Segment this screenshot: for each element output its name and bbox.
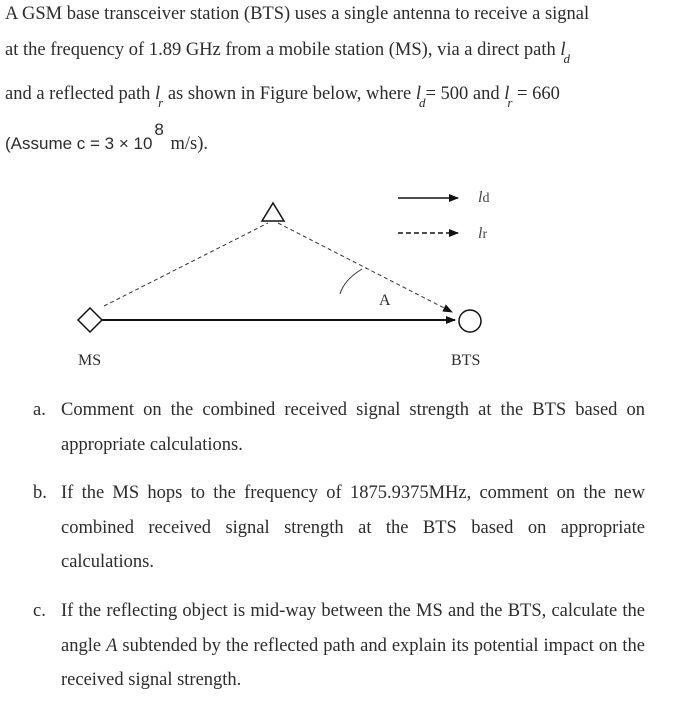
exponent: 8 (154, 120, 164, 139)
ms-label: MS (78, 352, 102, 369)
reflected-path-value: = 660 (512, 84, 560, 104)
question-c (33, 594, 645, 698)
intro-text-3b: as shown in Figure below, where (163, 84, 416, 104)
ms-diamond-icon (78, 308, 102, 332)
legend-reflected-l: l (478, 225, 483, 242)
question-c-text-b: subtended by the reflected path and explain its potential impact on the received signal strength. (61, 635, 645, 690)
reflected-path-incident (104, 223, 268, 306)
assumption-unit: m/s). (165, 134, 209, 154)
intro-line-3 (5, 84, 560, 110)
angle-arc (340, 269, 362, 294)
intro-line-4 (5, 120, 209, 155)
question-c-label: c. (33, 601, 46, 621)
reflected-path-subscript-2: r (507, 95, 513, 110)
question-b (33, 476, 645, 580)
bts-label: BTS (451, 352, 481, 369)
direct-path-subscript: d (563, 51, 570, 66)
reflector-triangle-icon (262, 203, 284, 221)
intro-line-2 (5, 40, 570, 66)
intro-text-2: at the frequency of 1.89 GHz from a mobile station (MS), via a direct path (5, 40, 561, 60)
legend-direct-l: l (478, 189, 483, 206)
question-a (33, 393, 645, 462)
intro-text-1: A GSM base transceiver station (BTS) uses a single antenna to receive a signal (5, 4, 590, 24)
question-c-text-a: If the reflecting object is mid-way between the MS and the BTS, calculate the angle (61, 601, 645, 656)
question-c-angle: A (106, 635, 118, 656)
intro-line-1 (5, 4, 589, 25)
direct-path-value: = 500 and (425, 84, 505, 104)
intro-text-3a: and a reflected path (5, 84, 155, 104)
question-b-text: If the MS hops to the frequency of 1875.9375MHz, comment on the new combined received signal strength at the BTS based on appropriate calculations. (61, 483, 645, 572)
bts-circle-icon (459, 310, 481, 332)
direct-path-symbol: l (560, 40, 566, 60)
reflected-path-symbol-2: l (504, 84, 510, 104)
reflected-path-outgoing (278, 223, 452, 312)
direct-path-symbol-2: l (415, 84, 421, 104)
question-a-label: a. (33, 400, 46, 420)
direct-path-subscript-2: d (418, 95, 426, 110)
propagation-diagram (0, 180, 695, 380)
legend-reflected-symbol (478, 225, 487, 242)
question-c-text (61, 594, 645, 698)
reflected-path-symbol: l (154, 84, 161, 104)
question-a-text: Comment on the combined received signal strength at the BTS based on appropriate calculations. (61, 400, 645, 455)
question-b-label: b. (33, 483, 47, 503)
legend-direct-sub: d (482, 191, 490, 206)
assumption-text: (Assume c = 3 × 10 (5, 134, 153, 153)
legend-direct-symbol (478, 189, 489, 206)
legend-reflected-sub: r (482, 227, 488, 242)
reflected-path-subscript: r (158, 95, 164, 110)
angle-label: A (379, 292, 391, 309)
